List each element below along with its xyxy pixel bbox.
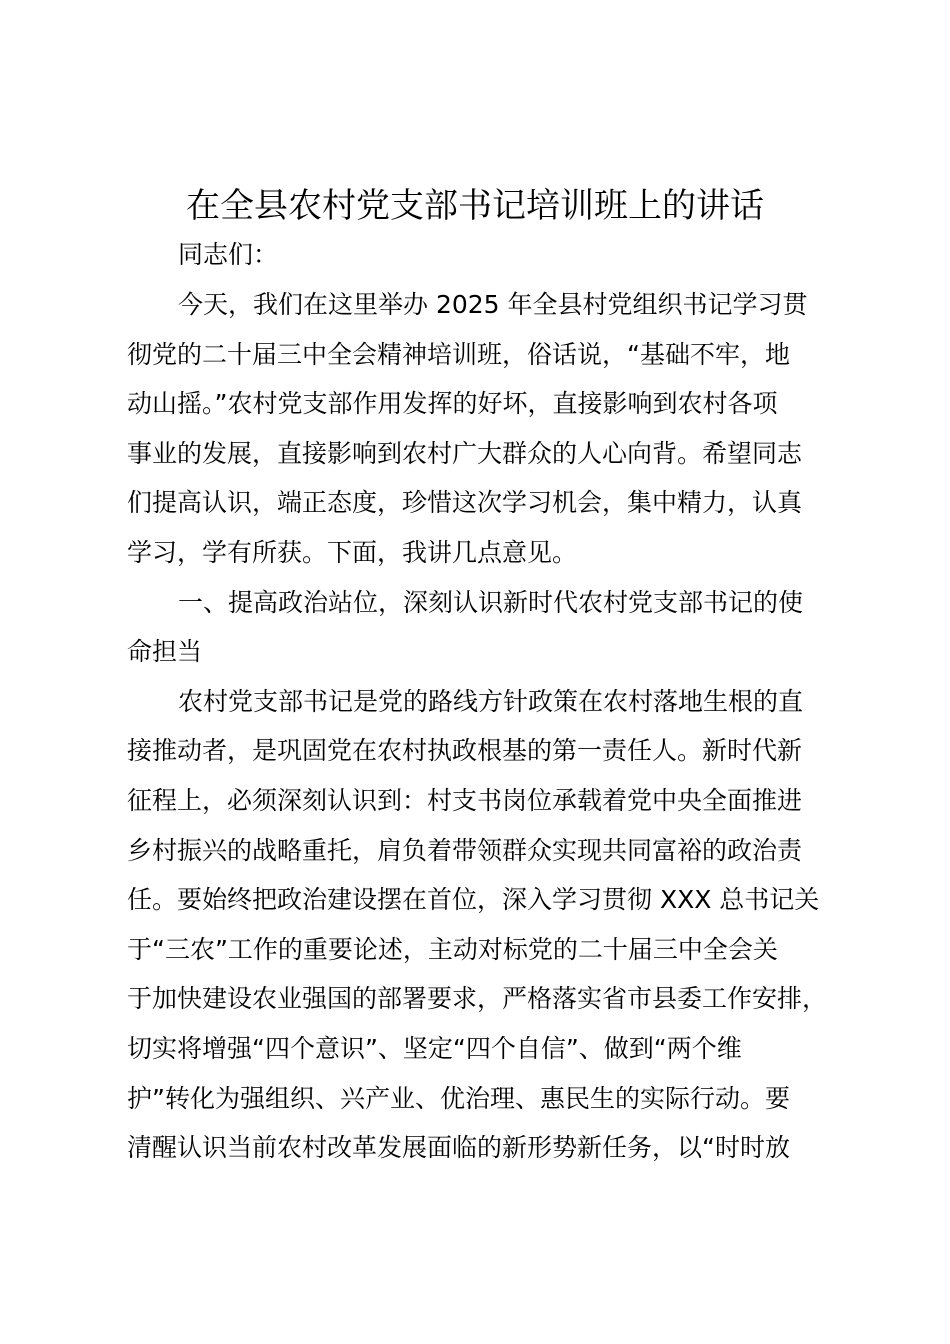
paragraph-line: 于“三农”工作的重要论述，主动对标党的二十届三中全会关 [127,934,778,964]
paragraph-line: 切实将增强“四个意识”、坚定“四个自信”、做到“两个维 [127,1033,742,1063]
paragraph-line: 任。要始终把政治建设摆在首位，深入学习贯彻 XXX 总书记关 [127,885,820,915]
paragraph-line: 于加快建设农业强国的部署要求，严格落实省市县委工作安排， [127,984,828,1014]
paragraph-line: 清醒认识当前农村改革发展面临的新形势新任务，以“时时放 [127,1133,790,1163]
paragraph-line: 事业的发展，直接影响到农村广大群众的人心向背。希望同志 [127,438,803,468]
paragraph-line: 动山摇。”农村党支部作用发挥的好坏，直接影响到农村各项 [127,389,778,419]
greeting: 同志们： [178,240,279,269]
paragraph-line: 乡村振兴的战略重托，肩负着带领群众实现共同富裕的政治责 [127,835,803,865]
paragraph-line: 学习，学有所获。下面，我讲几点意见。 [127,537,578,567]
document-title: 在全县农村党支部书记培训班上的讲话 [186,186,764,226]
document-body [127,282,847,1175]
paragraph-line: 彻党的二十届三中全会精神培训班，俗话说，“基础不牢，地 [127,339,790,369]
section-heading-line: 命担当 [127,637,203,667]
paragraph-line: 们提高认识，端正态度，珍惜这次学习机会，集中精力，认真 [127,488,803,518]
paragraph-line: 护”转化为强组织、兴产业、优治理、惠民生的实际行动。要 [127,1083,790,1113]
paragraph-line: 征程上，必须深刻认识到：村支书岗位承载着党中央全面推进 [127,785,803,815]
paragraph-line: 农村党支部书记是党的路线方针政策在农村落地生根的直 [178,686,804,716]
section-heading-line: 一、提高政治站位，深刻认识新时代农村党支部书记的使 [178,587,804,617]
paragraph-line: 接推动者，是巩固党在农村执政根基的第一责任人。新时代新 [127,736,803,766]
paragraph-line: 今天，我们在这里举办 2025 年全县村党组织书记学习贯 [178,290,808,319]
